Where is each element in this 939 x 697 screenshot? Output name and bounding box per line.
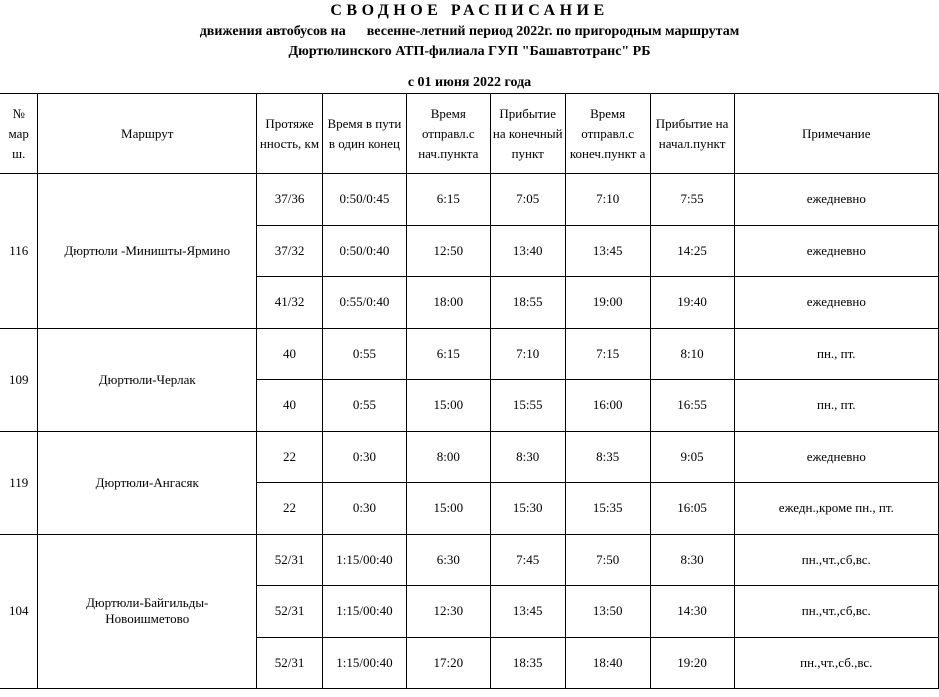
schedule-title: СВОДНОЕ РАСПИСАНИЕ [330, 2, 609, 19]
arrive-start: 14:30 [650, 586, 734, 638]
travel-time: 0:55/0:40 [322, 277, 406, 329]
col-header-depart-end: Время отправл.с конеч.пункт а [565, 94, 650, 174]
schedule-table [0, 93, 939, 689]
note: пн.,чт.,сб,вс. [734, 534, 938, 586]
route-name: Дюртюли-Байгильды-Новоишметово [38, 534, 257, 689]
arrive-start: 9:05 [650, 431, 734, 483]
arrive-start: 14:25 [650, 225, 734, 277]
travel-time: 1:15/00:40 [322, 586, 406, 638]
col-header-arrive-end: Прибытие на конечный пункт [490, 94, 565, 174]
depart-end: 13:45 [565, 225, 650, 277]
depart-end: 15:35 [565, 483, 650, 535]
col-header-length: Протяже нность, км [257, 94, 323, 174]
arrive-start: 7:55 [650, 174, 734, 226]
schedule-subtitle: движения автобусов на весенне-летний период 2022г. по пригородным маршрутам [199, 24, 740, 39]
arrive-start: 8:30 [650, 534, 734, 586]
arrive-start: 19:20 [650, 637, 734, 689]
note: пн.,чт.,сб.,вс. [734, 637, 938, 689]
arrive-start: 16:05 [650, 483, 734, 535]
table-row [0, 431, 939, 483]
route-length: 52/31 [257, 586, 323, 638]
table-row [0, 174, 939, 226]
depart-end: 7:50 [565, 534, 650, 586]
depart-end: 8:35 [565, 431, 650, 483]
route-length: 41/32 [257, 277, 323, 329]
travel-time: 0:55 [322, 328, 406, 380]
col-header-arrive-start: Прибытие на начал.пункт [650, 94, 734, 174]
note: пн., пт. [734, 328, 938, 380]
depart-start: 18:00 [406, 277, 490, 329]
company-name: Дюртюлинского АТП-филиала ГУП "Башавтотранс" РБ [288, 44, 651, 59]
col-header-route: Маршрут [38, 94, 257, 174]
depart-end: 7:10 [565, 174, 650, 226]
route-length: 52/31 [257, 534, 323, 586]
depart-start: 12:30 [406, 586, 490, 638]
route-length: 40 [257, 380, 323, 432]
depart-end: 16:00 [565, 380, 650, 432]
note: пн., пт. [734, 380, 938, 432]
col-header-travel-time: Время в пути в один конец [322, 94, 406, 174]
arrive-end: 13:40 [490, 225, 565, 277]
arrive-end: 15:55 [490, 380, 565, 432]
route-length: 22 [257, 483, 323, 535]
header-row [0, 94, 939, 174]
travel-time: 1:15/00:40 [322, 637, 406, 689]
arrive-end: 18:35 [490, 637, 565, 689]
route-number: 104 [0, 534, 38, 689]
table-row [0, 534, 939, 586]
route-number: 119 [0, 431, 38, 534]
depart-start: 15:00 [406, 483, 490, 535]
depart-start: 17:20 [406, 637, 490, 689]
route-length: 52/31 [257, 637, 323, 689]
travel-time: 0:30 [322, 431, 406, 483]
route-length: 37/36 [257, 174, 323, 226]
route-number: 116 [0, 174, 38, 329]
depart-end: 19:00 [565, 277, 650, 329]
route-name: Дюртюли -Миништы-Ярмино [38, 174, 257, 329]
depart-start: 6:30 [406, 534, 490, 586]
depart-end: 7:15 [565, 328, 650, 380]
depart-start: 15:00 [406, 380, 490, 432]
note: ежедневно [734, 174, 938, 226]
effective-date: с 01 июня 2022 года [407, 75, 532, 90]
note: ежедневно [734, 225, 938, 277]
note: ежедн.,кроме пн., пт. [734, 483, 938, 535]
depart-end: 13:50 [565, 586, 650, 638]
col-header-number: № мар ш. [0, 94, 38, 174]
arrive-start: 19:40 [650, 277, 734, 329]
arrive-end: 7:45 [490, 534, 565, 586]
depart-start: 6:15 [406, 174, 490, 226]
table-row [0, 328, 939, 380]
arrive-start: 16:55 [650, 380, 734, 432]
route-length: 22 [257, 431, 323, 483]
arrive-end: 18:55 [490, 277, 565, 329]
route-number: 109 [0, 328, 38, 431]
arrive-end: 13:45 [490, 586, 565, 638]
travel-time: 1:15/00:40 [322, 534, 406, 586]
route-name: Дюртюли-Ангасяк [38, 431, 257, 534]
arrive-end: 7:05 [490, 174, 565, 226]
route-length: 40 [257, 328, 323, 380]
note: пн.,чт.,сб,вс. [734, 586, 938, 638]
depart-end: 18:40 [565, 637, 650, 689]
depart-start: 6:15 [406, 328, 490, 380]
arrive-end: 8:30 [490, 431, 565, 483]
note: ежедневно [734, 277, 938, 329]
arrive-start: 8:10 [650, 328, 734, 380]
depart-start: 8:00 [406, 431, 490, 483]
travel-time: 0:50/0:45 [322, 174, 406, 226]
route-length: 37/32 [257, 225, 323, 277]
depart-start: 12:50 [406, 225, 490, 277]
arrive-end: 15:30 [490, 483, 565, 535]
route-name: Дюртюли-Черлак [38, 328, 257, 431]
travel-time: 0:30 [322, 483, 406, 535]
travel-time: 0:55 [322, 380, 406, 432]
travel-time: 0:50/0:40 [322, 225, 406, 277]
col-header-note: Примечание [734, 94, 938, 174]
col-header-depart-start: Время отправл.с нач.пункта [406, 94, 490, 174]
note: ежедневно [734, 431, 938, 483]
arrive-end: 7:10 [490, 328, 565, 380]
